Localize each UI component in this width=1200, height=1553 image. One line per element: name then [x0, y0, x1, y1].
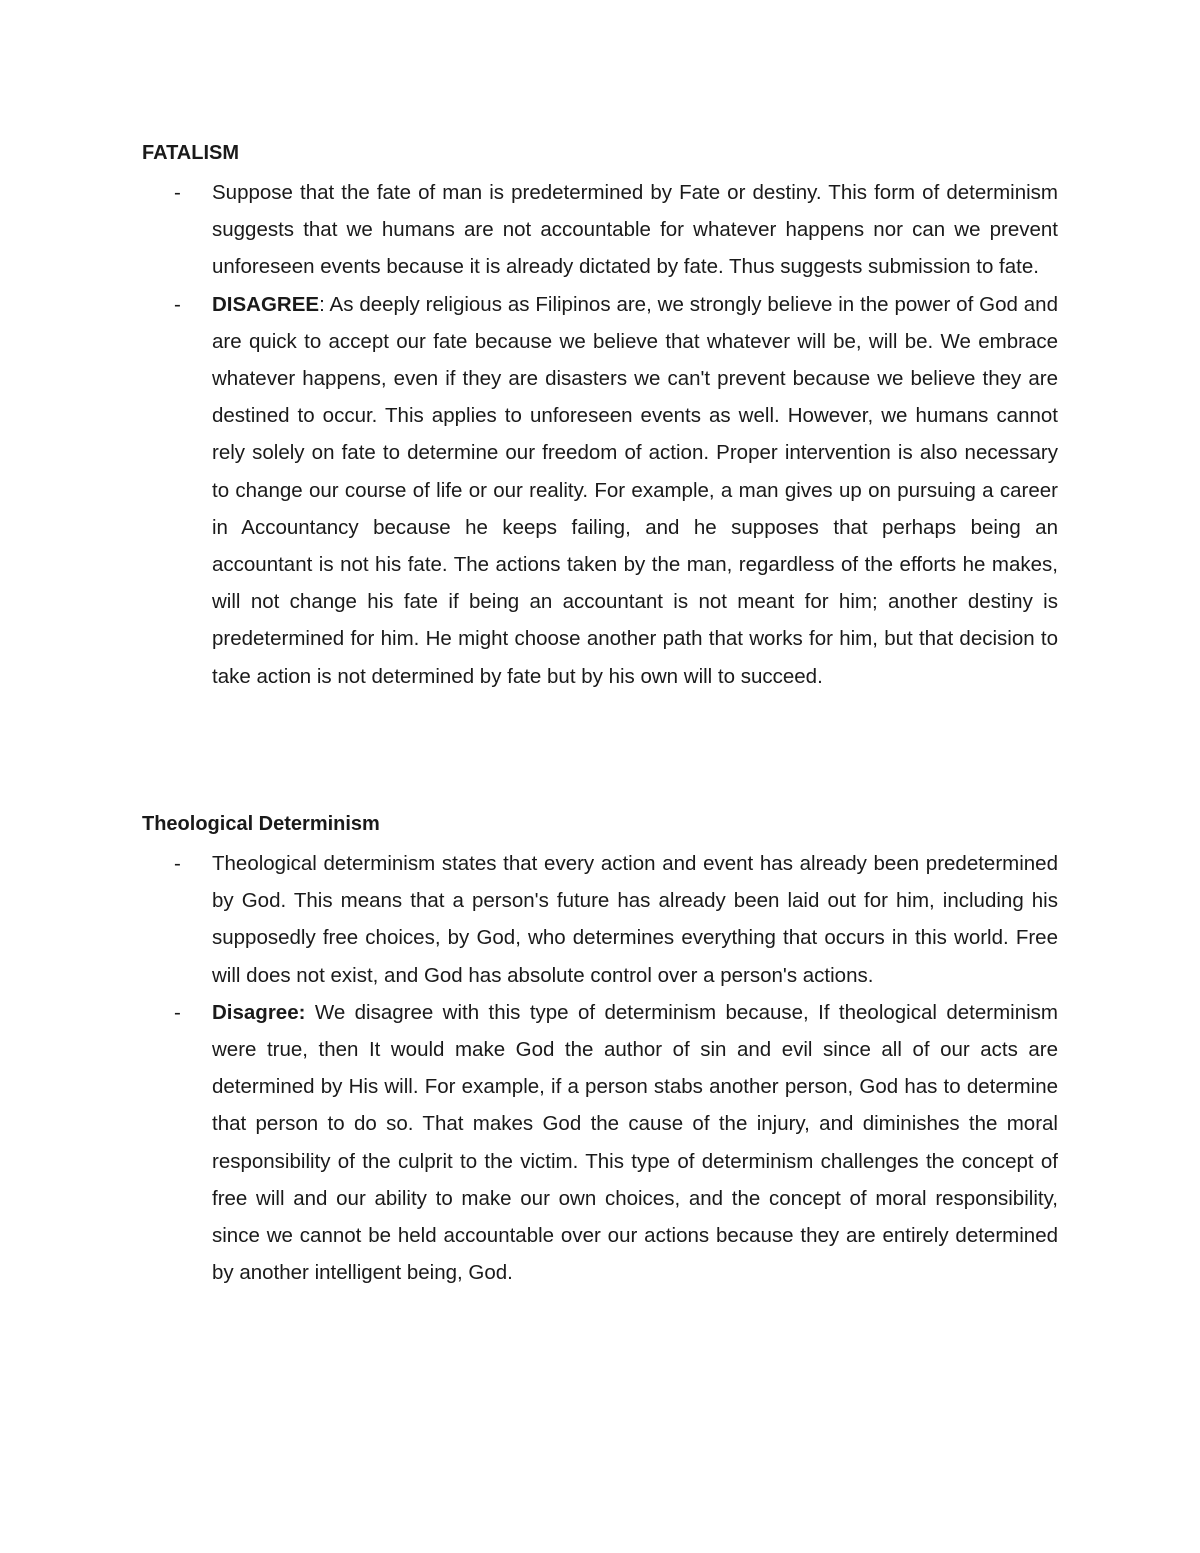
- bullet-item: [142, 994, 1058, 1292]
- bullet-dash: -: [174, 852, 181, 875]
- bullet-text: Suppose that the fate of man is predetermined by Fate or destiny. This form of determinism suggests that we humans are not accountable for whatever happens nor can we prevent unforeseen events because it is already dictated by fate. Thus suggests submission to fate.: [212, 181, 1058, 279]
- section-fatalism: [142, 137, 1058, 695]
- bullet-text: We disagree with this type of determinism because, If theological determinism were true, then It would make God the author of sin and evil since all of our acts are determined by His will. For example, if a person stabs another person, God has to determine that person to do so. That makes God the cause of the injury, and diminishes the moral responsibility of the culprit to the victim. This type of determinism challenges the concept of free will and our ability to make our own choices, and the concept of moral responsibility, since we cannot be held accountable over our actions because they are entirely determined by another intelligent being, God.: [212, 1000, 1058, 1285]
- section-heading: FATALISM: [142, 142, 240, 164]
- bullet-dash: -: [174, 181, 181, 204]
- section-theological-determinism: [142, 808, 1058, 1291]
- bullet-text: : As deeply religious as Filipinos are, we strongly believe in the power of God and are quick to accept our fate because we believe that whatever will be, will be. We embrace whatever happens, even if they are disasters we can't prevent because we believe they are destined to occur. This applies to unforeseen events as well. However, we humans cannot rely solely on fate to determine our freedom of action. Proper intervention is also necessary to change our course of life or our reality. For example, a man gives up on pursuing a career in Accountancy because he keeps failing, and he supposes that perhaps being an accountant is not his fate. The actions taken by the man, regardless of the efforts he makes, will not change his fate if being an accountant is not meant for him; another destiny is predetermined for him. He might choose another path that works for him, but that decision to take action is not determined by fate but by his own will to succeed.: [212, 292, 1058, 688]
- bullet-dash: -: [174, 1000, 181, 1024]
- bullet-list: [142, 174, 1058, 695]
- bullet-lead: DISAGREE: [212, 292, 320, 316]
- bullet-lead: Disagree:: [212, 1000, 306, 1024]
- section-heading: Theological Determinism: [142, 813, 380, 835]
- bullet-dash: -: [174, 292, 181, 316]
- bullet-list: [142, 845, 1058, 1291]
- bullet-text: Theological determinism states that every action and event has already been predetermined by God. This means that a person's future has already been laid out for him, including his supposedly free choices, by God, who determines everything that occurs in this world. Free will does not exist, and God has absolute control over a person's actions.: [212, 852, 1058, 987]
- bullet-item: [142, 845, 1058, 994]
- bullet-item: [142, 286, 1058, 695]
- bullet-item: [142, 174, 1058, 286]
